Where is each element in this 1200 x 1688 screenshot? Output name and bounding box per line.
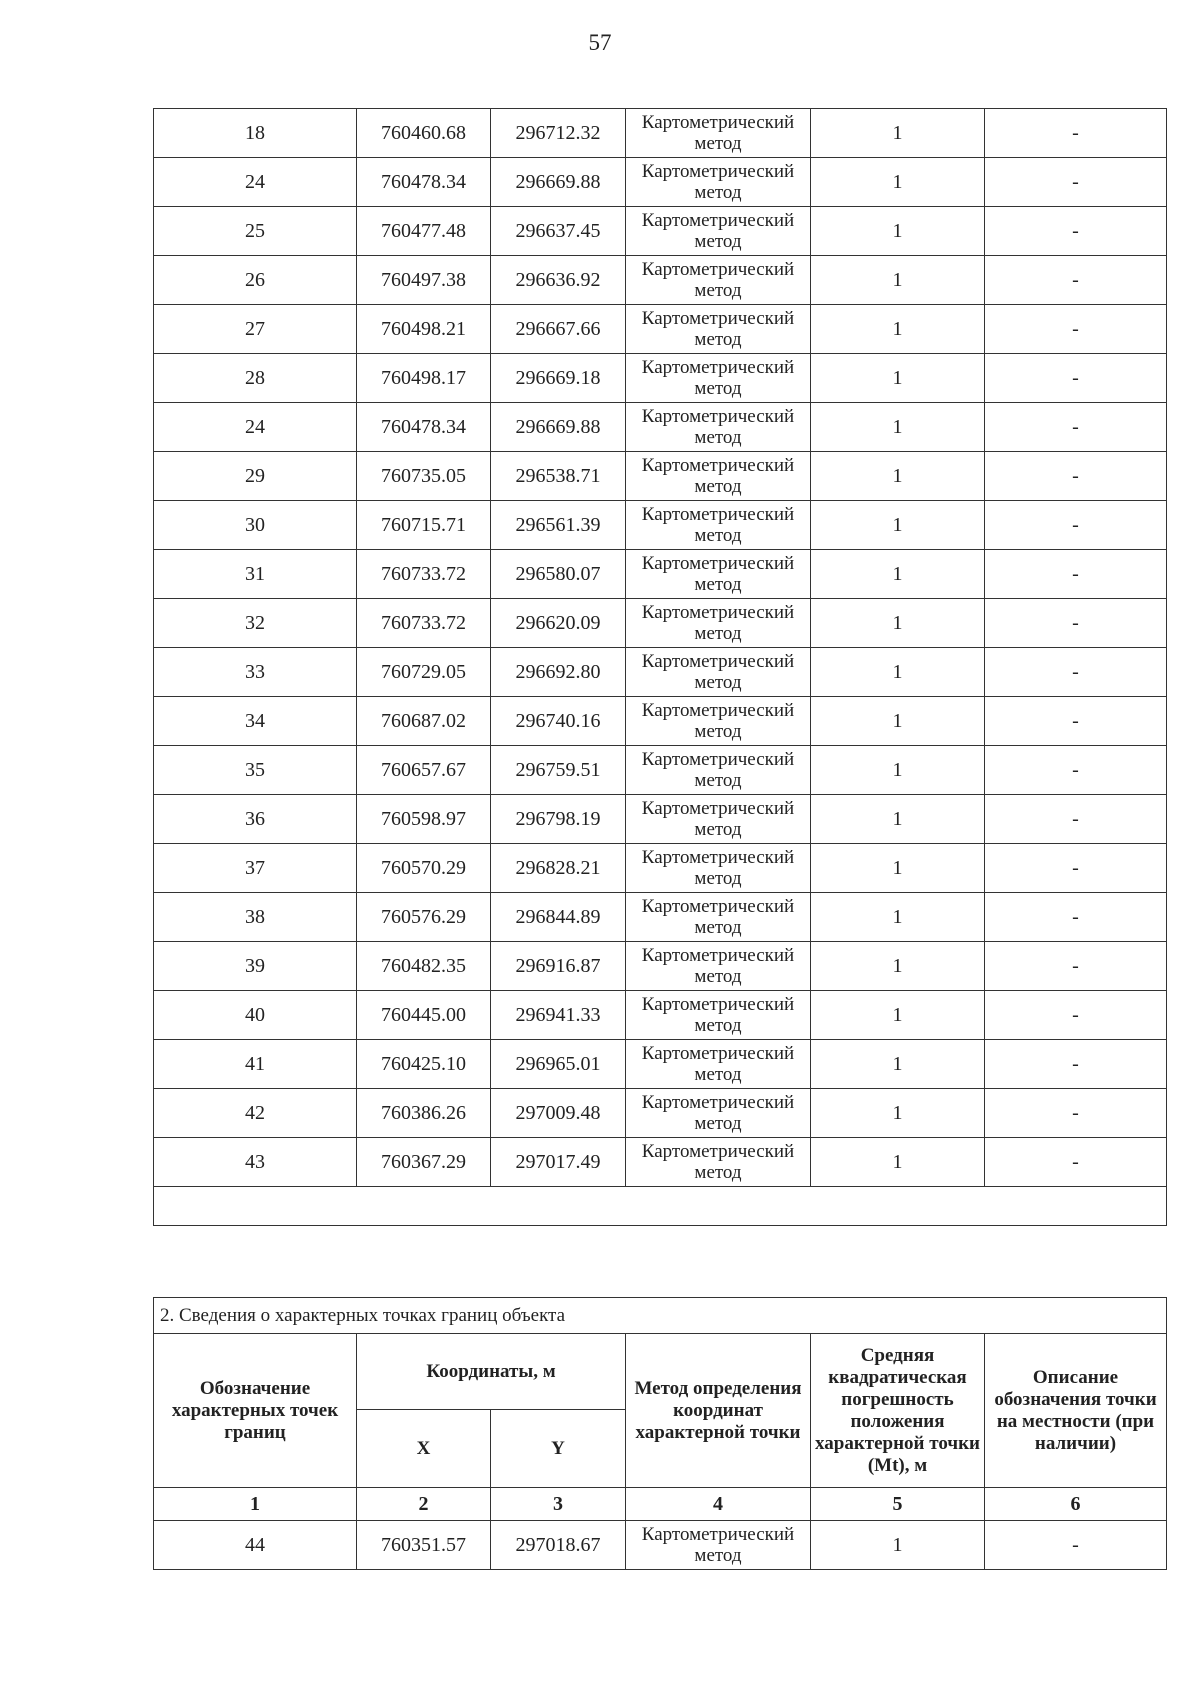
mt-value: 1 <box>811 354 985 403</box>
mt-value: 1 <box>811 109 985 158</box>
section-title: 2. Сведения о характерных точках границ объекта <box>154 1298 1167 1334</box>
table-row <box>154 844 1167 893</box>
point-id: 35 <box>154 746 357 795</box>
coord-y: 296669.18 <box>491 354 626 403</box>
boundary-points-table <box>153 1297 1167 1570</box>
mt-value: 1 <box>811 403 985 452</box>
coord-y: 296916.87 <box>491 942 626 991</box>
method: Картометрический метод <box>626 550 811 599</box>
table-row <box>154 893 1167 942</box>
coord-x: 760498.21 <box>357 305 491 354</box>
description: - <box>985 991 1167 1040</box>
method: Картометрический метод <box>626 746 811 795</box>
table-row <box>154 599 1167 648</box>
point-id: 28 <box>154 354 357 403</box>
coord-x: 760445.00 <box>357 991 491 1040</box>
coord-x: 760570.29 <box>357 844 491 893</box>
point-id: 39 <box>154 942 357 991</box>
coord-y: 296965.01 <box>491 1040 626 1089</box>
description: - <box>985 256 1167 305</box>
point-id: 41 <box>154 1040 357 1089</box>
table-row <box>154 158 1167 207</box>
coord-x: 760735.05 <box>357 452 491 501</box>
mt-value: 1 <box>811 746 985 795</box>
coord-y: 296561.39 <box>491 501 626 550</box>
mt-value: 1 <box>811 1138 985 1187</box>
coord-y: 297017.49 <box>491 1138 626 1187</box>
coord-x: 760478.34 <box>357 158 491 207</box>
header-coordinates: Координаты, м <box>357 1334 626 1410</box>
coord-x: 760576.29 <box>357 893 491 942</box>
point-id: 44 <box>154 1521 357 1570</box>
method: Картометрический метод <box>626 697 811 746</box>
description: - <box>985 354 1167 403</box>
point-id: 32 <box>154 599 357 648</box>
mt-value: 1 <box>811 893 985 942</box>
coord-y: 296667.66 <box>491 305 626 354</box>
description: - <box>985 942 1167 991</box>
description: - <box>985 1138 1167 1187</box>
header-x: X <box>357 1410 491 1488</box>
column-number: 4 <box>626 1488 811 1521</box>
point-id: 24 <box>154 403 357 452</box>
point-id: 31 <box>154 550 357 599</box>
empty-cell <box>154 1187 1167 1226</box>
table-row <box>154 991 1167 1040</box>
coord-y: 296798.19 <box>491 795 626 844</box>
header-mt: Средняя квадратическая погрешность положения характерной точки (Mt), м <box>811 1334 985 1488</box>
point-id: 37 <box>154 844 357 893</box>
table-row <box>154 256 1167 305</box>
mt-value: 1 <box>811 256 985 305</box>
method: Картометрический метод <box>626 256 811 305</box>
method: Картометрический метод <box>626 893 811 942</box>
description: - <box>985 501 1167 550</box>
method: Картометрический метод <box>626 795 811 844</box>
point-id: 18 <box>154 109 357 158</box>
point-id: 27 <box>154 305 357 354</box>
coord-x: 760367.29 <box>357 1138 491 1187</box>
coord-x: 760497.38 <box>357 256 491 305</box>
point-id: 26 <box>154 256 357 305</box>
column-number: 1 <box>154 1488 357 1521</box>
coordinates-table-continued <box>153 108 1167 1226</box>
mt-value: 1 <box>811 844 985 893</box>
table-row <box>154 305 1167 354</box>
method: Картометрический метод <box>626 305 811 354</box>
table-row <box>154 1138 1167 1187</box>
point-id: 43 <box>154 1138 357 1187</box>
column-number: 5 <box>811 1488 985 1521</box>
table-row <box>154 1089 1167 1138</box>
mt-value: 1 <box>811 550 985 599</box>
coord-y: 296759.51 <box>491 746 626 795</box>
description: - <box>985 109 1167 158</box>
coord-x: 760351.57 <box>357 1521 491 1570</box>
point-id: 29 <box>154 452 357 501</box>
coord-x: 760478.34 <box>357 403 491 452</box>
method: Картометрический метод <box>626 452 811 501</box>
method: Картометрический метод <box>626 991 811 1040</box>
method: Картометрический метод <box>626 942 811 991</box>
coord-y: 296538.71 <box>491 452 626 501</box>
column-number: 6 <box>985 1488 1167 1521</box>
method: Картометрический метод <box>626 844 811 893</box>
coord-y: 296740.16 <box>491 697 626 746</box>
coord-y: 296844.89 <box>491 893 626 942</box>
table-row <box>154 1040 1167 1089</box>
point-id: 30 <box>154 501 357 550</box>
coord-x: 760733.72 <box>357 550 491 599</box>
coord-x: 760657.67 <box>357 746 491 795</box>
coord-y: 296637.45 <box>491 207 626 256</box>
coord-y: 296669.88 <box>491 403 626 452</box>
description: - <box>985 305 1167 354</box>
coord-y: 296580.07 <box>491 550 626 599</box>
description: - <box>985 648 1167 697</box>
table-row <box>154 207 1167 256</box>
coord-x: 760498.17 <box>357 354 491 403</box>
coord-y: 297018.67 <box>491 1521 626 1570</box>
point-id: 33 <box>154 648 357 697</box>
mt-value: 1 <box>811 452 985 501</box>
coord-x: 760425.10 <box>357 1040 491 1089</box>
method: Картометрический метод <box>626 501 811 550</box>
mt-value: 1 <box>811 599 985 648</box>
coord-y: 296712.32 <box>491 109 626 158</box>
coord-x: 760477.48 <box>357 207 491 256</box>
table-row <box>154 942 1167 991</box>
coord-x: 760687.02 <box>357 697 491 746</box>
description: - <box>985 207 1167 256</box>
mt-value: 1 <box>811 1040 985 1089</box>
table-row <box>154 795 1167 844</box>
mt-value: 1 <box>811 501 985 550</box>
coord-x: 760482.35 <box>357 942 491 991</box>
description: - <box>985 452 1167 501</box>
point-id: 24 <box>154 158 357 207</box>
header-description: Описание обозначения точки на местности (при наличии) <box>985 1334 1167 1488</box>
header-method: Метод определения координат характерной точки <box>626 1334 811 1488</box>
mt-value: 1 <box>811 942 985 991</box>
coord-x: 760715.71 <box>357 501 491 550</box>
coord-x: 760733.72 <box>357 599 491 648</box>
column-number: 3 <box>491 1488 626 1521</box>
mt-value: 1 <box>811 207 985 256</box>
method: Картометрический метод <box>626 648 811 697</box>
coord-y: 296941.33 <box>491 991 626 1040</box>
method: Картометрический метод <box>626 1040 811 1089</box>
description: - <box>985 844 1167 893</box>
page-number: 57 <box>588 30 612 55</box>
method: Картометрический метод <box>626 599 811 648</box>
description: - <box>985 599 1167 648</box>
table-row <box>154 501 1167 550</box>
coord-y: 297009.48 <box>491 1089 626 1138</box>
table-row <box>154 109 1167 158</box>
coord-y: 296669.88 <box>491 158 626 207</box>
table-row <box>154 648 1167 697</box>
table-row <box>154 746 1167 795</box>
coord-y: 296828.21 <box>491 844 626 893</box>
coord-x: 760460.68 <box>357 109 491 158</box>
method: Картометрический метод <box>626 1138 811 1187</box>
point-id: 34 <box>154 697 357 746</box>
point-id: 36 <box>154 795 357 844</box>
coord-y: 296620.09 <box>491 599 626 648</box>
mt-value: 1 <box>811 795 985 844</box>
description: - <box>985 746 1167 795</box>
method: Картометрический метод <box>626 354 811 403</box>
description: - <box>985 795 1167 844</box>
table-row <box>154 354 1167 403</box>
table-row <box>154 403 1167 452</box>
description: - <box>985 1521 1167 1570</box>
point-id: 40 <box>154 991 357 1040</box>
description: - <box>985 893 1167 942</box>
point-id: 38 <box>154 893 357 942</box>
mt-value: 1 <box>811 305 985 354</box>
coord-x: 760386.26 <box>357 1089 491 1138</box>
table-row <box>154 697 1167 746</box>
method: Картометрический метод <box>626 207 811 256</box>
empty-row <box>154 1187 1167 1226</box>
method: Картометрический метод <box>626 158 811 207</box>
description: - <box>985 158 1167 207</box>
method: Картометрический метод <box>626 1521 811 1570</box>
mt-value: 1 <box>811 991 985 1040</box>
mt-value: 1 <box>811 648 985 697</box>
description: - <box>985 403 1167 452</box>
description: - <box>985 1040 1167 1089</box>
method: Картометрический метод <box>626 1089 811 1138</box>
coord-y: 296692.80 <box>491 648 626 697</box>
description: - <box>985 550 1167 599</box>
table-row <box>154 1521 1167 1570</box>
header-y: Y <box>491 1410 626 1488</box>
mt-value: 1 <box>811 1089 985 1138</box>
table-row <box>154 452 1167 501</box>
mt-value: 1 <box>811 158 985 207</box>
coord-x: 760598.97 <box>357 795 491 844</box>
method: Картометрический метод <box>626 109 811 158</box>
mt-value: 1 <box>811 1521 985 1570</box>
method: Картометрический метод <box>626 403 811 452</box>
description: - <box>985 697 1167 746</box>
mt-value: 1 <box>811 697 985 746</box>
point-id: 42 <box>154 1089 357 1138</box>
column-number: 2 <box>357 1488 491 1521</box>
header-designation: Обозначение характерных точек границ <box>154 1334 357 1488</box>
coord-y: 296636.92 <box>491 256 626 305</box>
description: - <box>985 1089 1167 1138</box>
coord-x: 760729.05 <box>357 648 491 697</box>
point-id: 25 <box>154 207 357 256</box>
table-row <box>154 550 1167 599</box>
